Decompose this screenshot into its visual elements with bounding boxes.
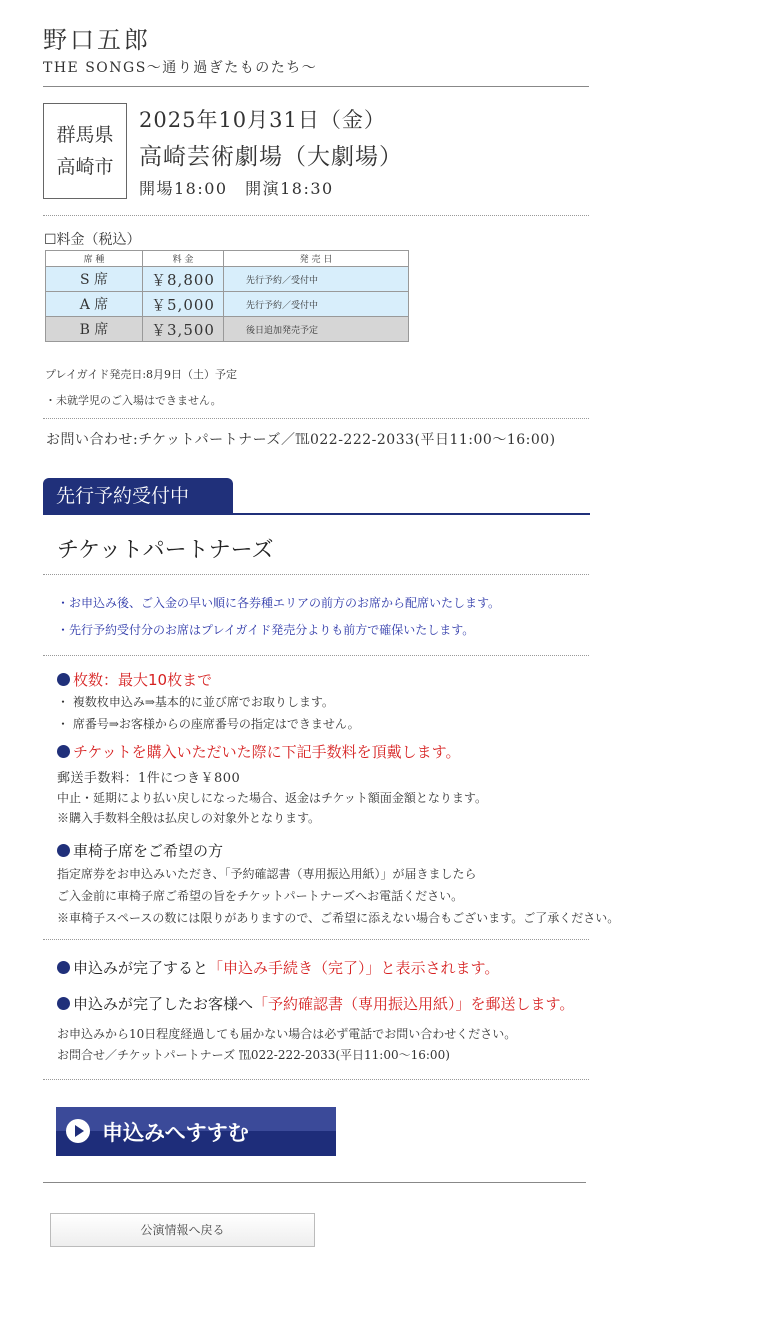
- presale-note: ・先行予約受付分のお席はプレイガイド発売分よりも前方で確保いたします。: [57, 623, 475, 637]
- sale-status: 先行予約／受付中: [224, 267, 409, 292]
- venue-hall: 高崎芸術劇場（大劇場）: [139, 144, 403, 170]
- header-seat: 席 種: [46, 251, 143, 267]
- no-children-note: ・未就学児のご入場はできません。: [45, 394, 222, 407]
- play-icon: [66, 1119, 90, 1143]
- seat-price: ￥3,500: [143, 317, 224, 342]
- bullet-icon: [57, 961, 70, 974]
- inquiry-info: お問い合わせ:チケットパートナーズ／℡022-222-2033(平日11:00〜16:00): [46, 432, 556, 448]
- divider: [43, 574, 589, 575]
- playguide-date: プレイガイド発売日:8月9日（土）予定: [45, 368, 238, 381]
- bullet-icon: [57, 997, 70, 1010]
- sale-status: 先行予約／受付中: [224, 292, 409, 317]
- artist-name: 野口五郎: [43, 26, 151, 54]
- sale-status: 後日追加発売予定: [224, 317, 409, 342]
- apply-button[interactable]: [56, 1107, 336, 1156]
- event-date: 2025年10月31日（金）: [139, 108, 386, 132]
- table-row: [46, 292, 409, 317]
- price-title: ☐料金（税込）: [44, 232, 141, 248]
- limit-line: ・ 複数枚申込み⇒基本的に並び席でお取りします。: [57, 695, 334, 709]
- seat-type: S 席: [46, 267, 143, 292]
- followup-line: お申込みから10日程度経過しても届かない場合は必ず電話でお問い合わせください。: [57, 1027, 517, 1041]
- city: 高崎市: [56, 156, 114, 178]
- event-times: 開場18:00 開演18:30: [139, 179, 334, 198]
- divider: [43, 655, 589, 656]
- divider: [43, 1079, 589, 1080]
- divider: [43, 215, 589, 216]
- table-header-row: [46, 251, 409, 267]
- header-price: 料 金: [143, 251, 224, 267]
- tour-title: THE SONGS〜通り過ぎたものたち〜: [43, 60, 318, 76]
- wheelchair-line: ※車椅子スペースの数には限りがありますので、ご希望に添えない場合もございます。ご了承ください。: [57, 911, 620, 925]
- presale-underline: [43, 513, 590, 515]
- wheelchair-line: ご入金前に車椅子席ご希望の旨をチケットパートナーズへお電話ください。: [57, 889, 464, 903]
- table-row: [46, 267, 409, 292]
- mail-notice: 申込みが完了したお客様へ 「予約確認書（専用振込用紙）」を郵送します。: [57, 993, 574, 1014]
- seat-type: B 席: [46, 317, 143, 342]
- limit-line: ・ 席番号⇒お客様からの座席番号の指定はできません。: [57, 717, 360, 731]
- shipping-fee: 郵送手数料：1件につき￥800: [57, 771, 241, 786]
- fee-heading: チケットを購入いただいた際に下記手数料を頂戴します。: [57, 741, 460, 762]
- table-row: [46, 317, 409, 342]
- wheelchair-heading: 車椅子席をご希望の方: [57, 840, 223, 861]
- followup-line: お問合せ／チケットパートナーズ ℡022-222-2033(平日11:00〜16:00): [57, 1048, 450, 1062]
- apply-button-label: 申込みへすすむ: [102, 1121, 249, 1145]
- divider: [43, 418, 589, 419]
- wheelchair-line: 指定席券をお申込みいただき、「予約確認書（専用振込用紙）」が届きましたら: [57, 867, 477, 881]
- divider: [43, 939, 589, 940]
- divider: [43, 86, 589, 87]
- seat-price: ￥8,800: [143, 267, 224, 292]
- back-to-info-button[interactable]: 公演情報へ戻る: [50, 1213, 315, 1247]
- price-table: [45, 250, 409, 342]
- bullet-icon: [57, 745, 70, 758]
- fee-line: 中止・延期により払い戻しになった場合、返金はチケット額面金額となります。: [57, 791, 487, 805]
- bullet-icon: [57, 844, 70, 857]
- header-date: 発 売 日: [224, 251, 409, 267]
- seat-price: ￥5,000: [143, 292, 224, 317]
- completion-notice: 申込みが完了すると 「申込み手続き（完了）」と表示されます。: [57, 957, 499, 978]
- vendor-title: チケットパートナーズ: [57, 538, 274, 563]
- divider: [43, 1182, 586, 1183]
- ticket-limit-heading: 枚数：最大10枚まで: [57, 669, 212, 690]
- fee-line: ※購入手数料全般は払戻しの対象外となります。: [57, 811, 321, 825]
- prefecture: 群馬県: [56, 124, 114, 146]
- presale-note: ・お申込み後、ご入金の早い順に各券種エリアの前方のお席から配席いたします。: [57, 596, 501, 610]
- venue-location-box: [43, 103, 127, 199]
- seat-type: A 席: [46, 292, 143, 317]
- bullet-icon: [57, 673, 70, 686]
- presale-tab: 先行予約受付中: [43, 478, 233, 514]
